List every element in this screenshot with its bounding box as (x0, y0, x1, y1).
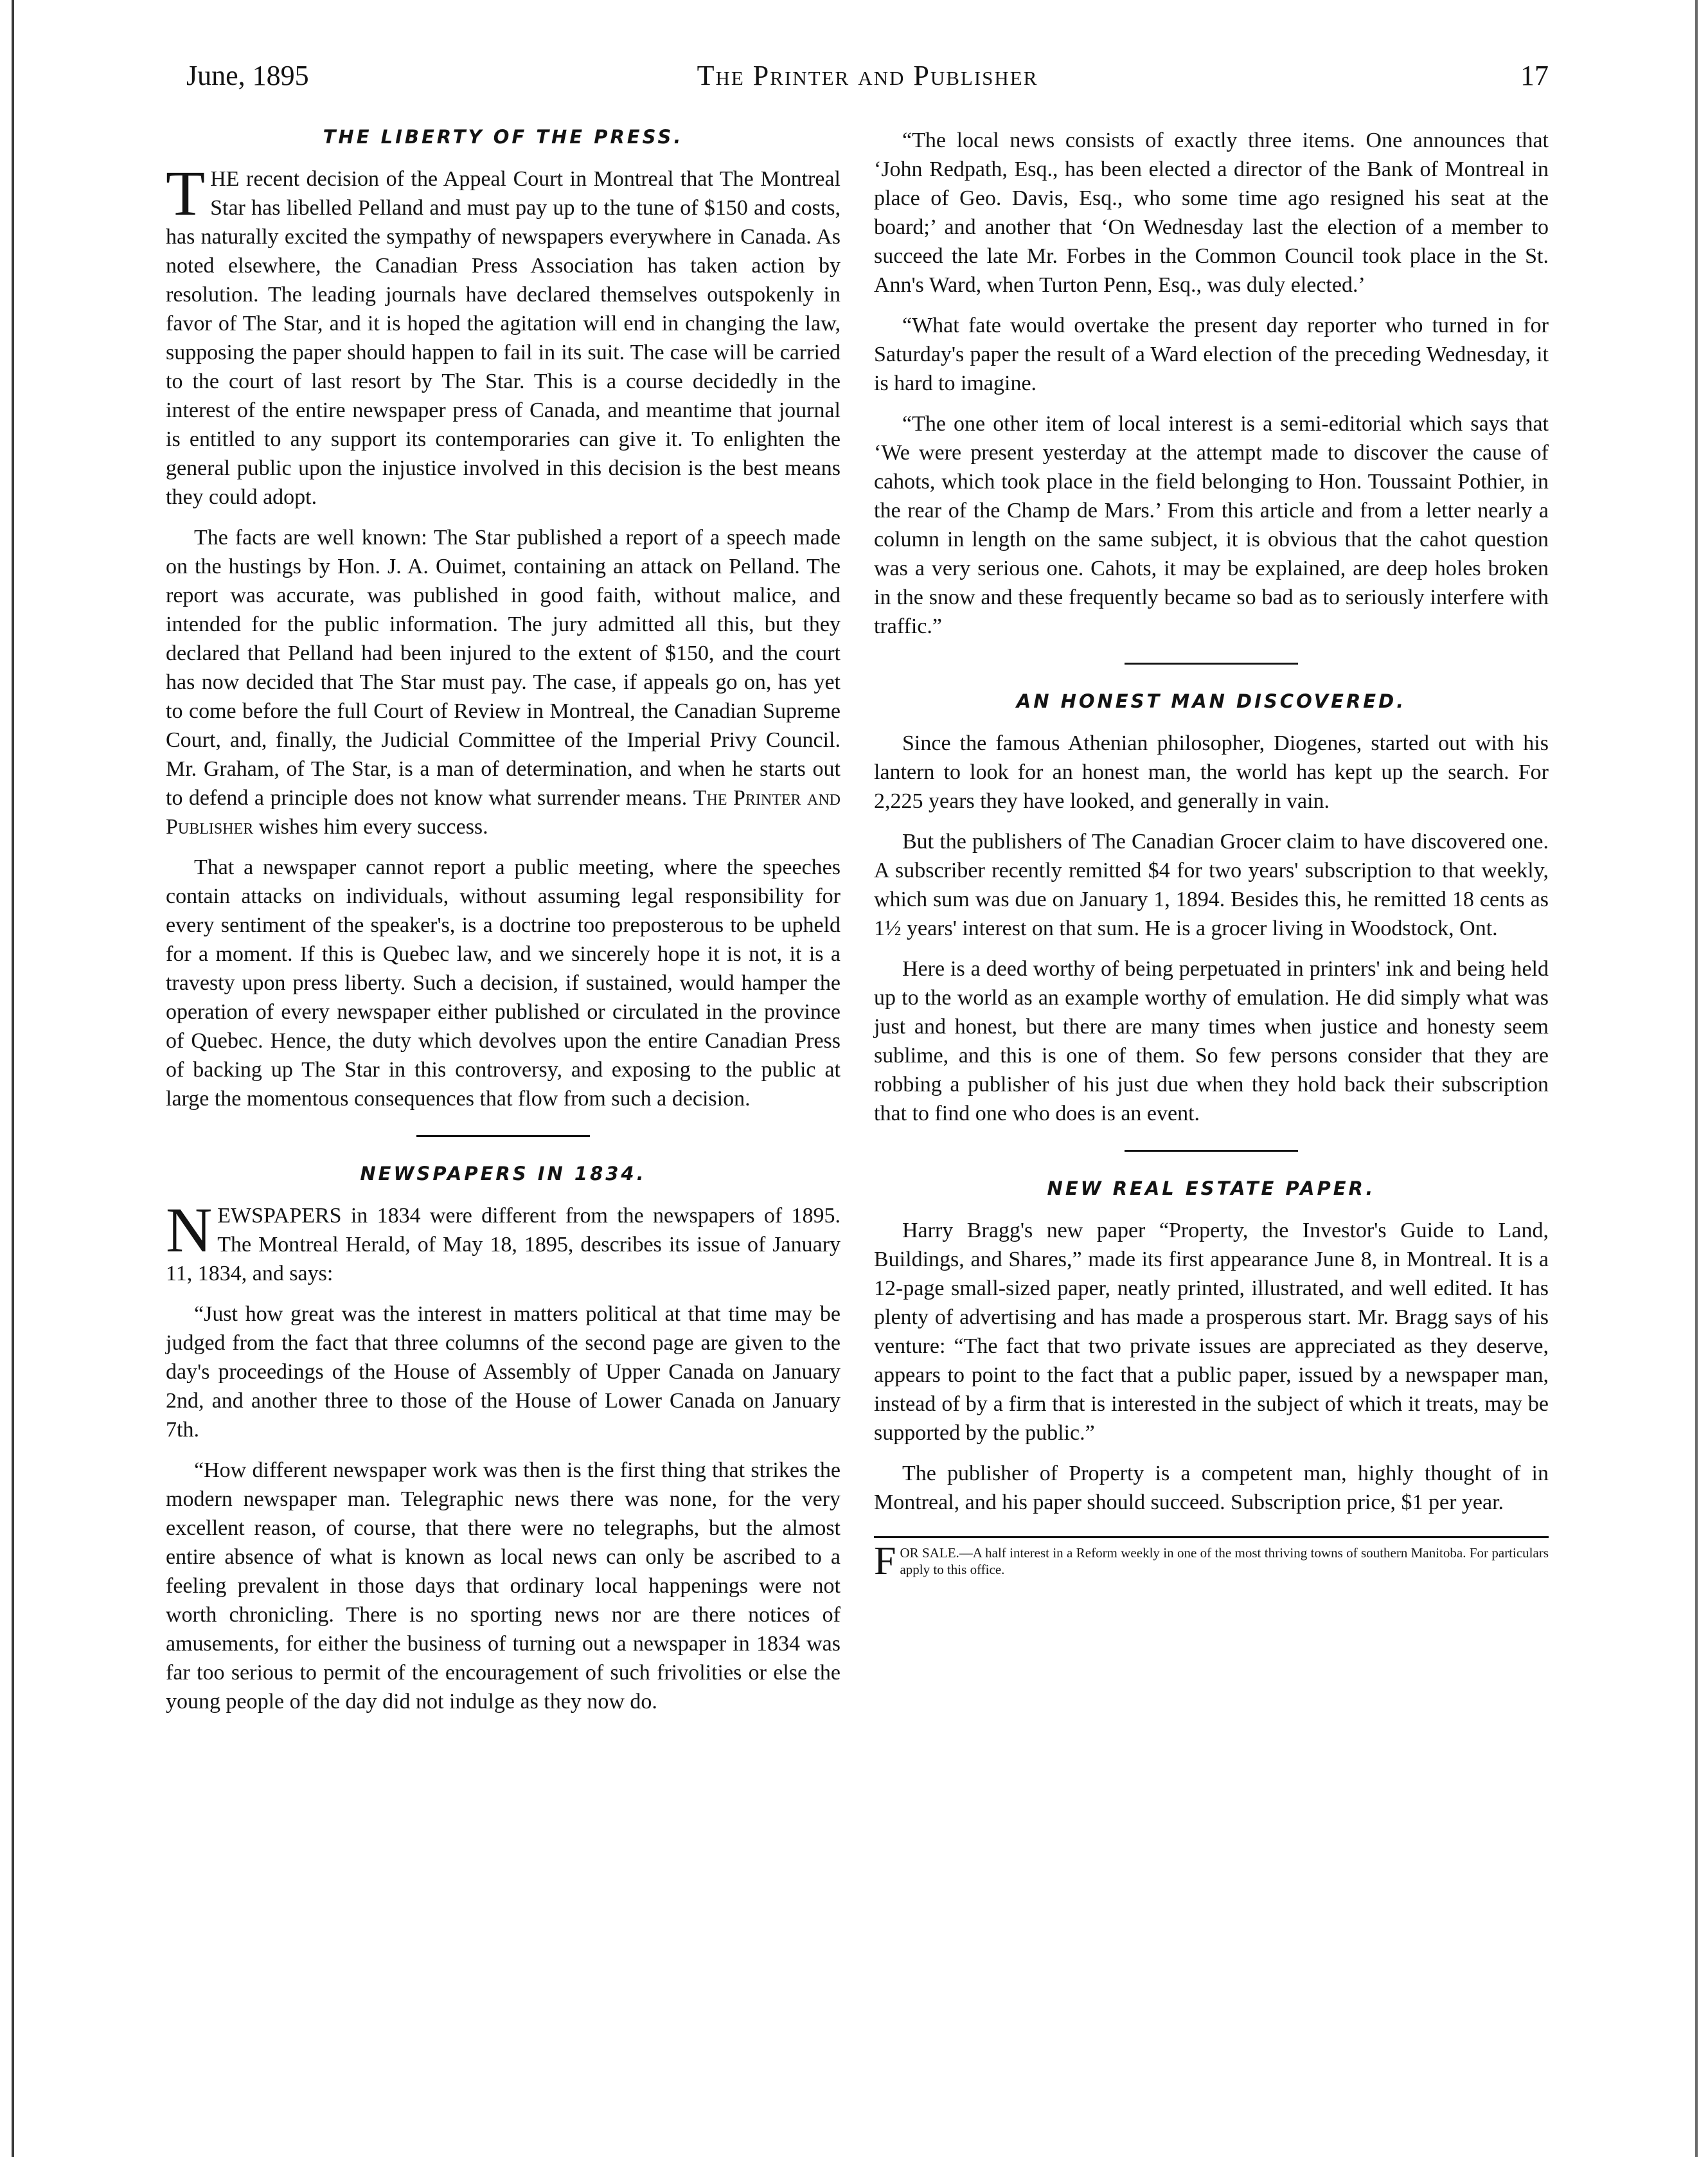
article-paragraph: “The one other item of local interest is a semi-editorial which says that ‘We were present yesterday at the attempt made to discover the cause of cahots, which took place in the field belonging to Hon. Toussaint Pothier, in the rear of the Champ de Mars.’ From this article and from a letter nearly a column in length on the same subject, it is obvious that the cahot question was a very serious one. Cahots, it may be explained, are deep holes broken in the snow and these frequently became so bad as to seriously interfere with traffic.” (874, 412, 1549, 638)
article-paragraph: NEWSPAPERS in 1834 were different from the newspapers of 1895. The Montreal Herald, of May 18, 1895, describes its issue of January 11, 1834, and says: (166, 1194, 841, 1285)
section-divider (1125, 1150, 1298, 1152)
left-page-edge (12, 0, 21, 2157)
publication-name: The Printer and Publisher (166, 786, 841, 839)
notice-divider (874, 1536, 1549, 1538)
article-paragraph: THE recent decision of the Appeal Court in Montreal that The Montreal Star has libelled Pelland and must pay up to the tune of $150 and costs, has naturally excited the sympathy of newspapers everywhere in Canada. As noted elsewhere, the Canadian Press Association has taken action by resolution. The leading journals have declared themselves outspokenly in favor of The Star, and it is hoped the agitation will end in changing the law, supposing the paper should happen to fail in its suit. The case will be carried to the court of last resort by The Star. This is a course decidedly in the interest of the entire newspaper press of Canada, and meantime that journal is entitled to any support its contemporaries can give it. To enlighten the general public upon the injustice involved in this decision is the best means they could adopt. (166, 157, 841, 509)
paragraph-text: wishes him every success. (258, 815, 488, 839)
left-column (166, 126, 841, 1728)
article-paragraph (166, 523, 841, 841)
for-sale-notice: FOR SALE.—A half interest in a Reform weekly in one of the most thriving towns of southern Manitoba. For particulars apply to this office. (874, 1539, 1549, 1583)
right-column (874, 126, 1549, 1589)
article-title: NEW REAL ESTATE PAPER. (1047, 1177, 1376, 1199)
article-liberty-of-the-press (166, 126, 841, 1113)
article-paragraph: That a newspaper cannot report a public meeting, where the speeches contain attacks on individuals, without assuming legal responsibility for every sentiment of the speaker's, is a doctrine too preposterous to be upheld for a moment. If this is Quebec law, and we sincerely hope it is not, it is a travesty upon press liberty. Such a decision, if sustained, would hamper the operation of every newspaper either published or circulated in the province of Quebec. Hence, the duty which devolves upon the entire Canadian Press of backing up The Star in this controversy, and exposing to the public at large the momentous consequences that flow from such a decision. (166, 855, 841, 1111)
article-paragraph: “The local news consists of exactly three items. One announces that ‘John Redpath, Esq., has been elected a director of the Bank of Montreal in place of Geo. Davis, Esq., who some time ago resigned his seat at the board;’ and another that ‘On Wednesday last the election of a member to succeed the late Mr. Forbes in the Common Council took place in the St. Ann's Ward, when Turton Penn, Esq., was duly elected.’ (874, 129, 1549, 297)
article-title: THE LIBERTY OF THE PRESS. (323, 126, 684, 148)
article-paragraph: But the publishers of The Canadian Grocer claim to have discovered one. A subscriber recently remitted $4 for two years' subscription to that weekly, which sum was due on January 1, 1894. Besides this, he remitted 18 cents as 1½ years' interest on that sum. He is a grocer living in Woodstock, Ont. (874, 830, 1549, 940)
header-title: The Printer and Publisher (697, 60, 1038, 91)
article-new-real-estate-paper (874, 1177, 1549, 1517)
section-divider (1125, 663, 1298, 665)
article-paragraph: “Just how great was the interest in matters political at that time may be judged from the fact that three columns of the second page are given to the day's proceedings of the House of Assembly of Upper Canada on January 2nd, and another three to those of the House of Lower Canada on January 7th. (166, 1302, 841, 1442)
article-newspapers-in-1834-continued (874, 126, 1549, 641)
article-title: NEWSPAPERS IN 1834. (360, 1163, 646, 1185)
page-header (186, 59, 1549, 98)
article-paragraph: The publisher of Property is a competent man, highly thought of in Montreal, and his paper should succeed. Subscription price, $1 per year. (874, 1462, 1549, 1514)
article-paragraph: “How different newspaper work was then is the first thing that strikes the modern newspaper man. Telegraphic news there was none, for the very excellent reason, of course, that there were no telegraphs, but the almost entire absence of what is known as local news can only be ascribed to a feeling prevalent in those days that ordinary local happenings were not worth chronicling. There is no sporting news nor are there notices of amusements, for either the business of turning out a newspaper in 1834 was far too serious to permit of the encouragement of such frivolities or else the young people of the day did not indulge as they now do. (166, 1458, 841, 1714)
section-divider (416, 1135, 590, 1137)
header-date: June, 1895 (186, 60, 309, 91)
article-paragraph: “What fate would overtake the present day reporter who turned in for Saturday's paper the result of a Ward election of the preceding Wednesday, it is hard to imagine. (874, 314, 1549, 395)
article-title: AN HONEST MAN DISCOVERED. (1016, 690, 1407, 712)
article-honest-man-discovered (874, 690, 1549, 1128)
paragraph-text: The facts are well known: The Star published a report of a speech made on the hustings by Hon. J. A. Ouimet, containing an attack on Pelland. The report was accurate, was published in good faith, without malice, and intended for the public information. The jury admitted all this, but they declared that Pelland had been injured to the extent of $150, and the court has now decided that The Star must pay. The case, if appeals go on, has yet to come before the full Court of Review in Montreal, the Canadian Supreme Court, and, finally, the Judicial Committee of the Imperial Privy Council. Mr. Graham, of The Star, is a man of determination, and when he starts out to defend a principle does not know what surrender means. (166, 526, 841, 810)
header-page-number: 17 (1520, 60, 1549, 91)
article-paragraph: Here is a deed worthy of being perpetuated in printers' ink and being held up to the world as an example worthy of emulation. He did simply what was just and honest, but there are many times when justice and honesty seem sublime, and this is one of them. So few persons consider that they are robbing a publisher of his just due when they hold back their subscription that to find one who does is an event. (874, 957, 1549, 1125)
article-newspapers-in-1834 (166, 1163, 841, 1716)
article-paragraph: Harry Bragg's new paper “Property, the Investor's Guide to Land, Buildings, and Shares,” made its first appearance June 8, in Montreal. It is a 12-page small-sized paper, neatly printed, illustrated, and well edited. It has plenty of advertising and has made a prosperous start. Mr. Bragg says of his venture: “The fact that two private issues are appreciated as they deserve, appears to point to the fact that a public paper, issued by a newspaper man, instead of by a firm that is interested in the subject of which it treats, may be supported by the public.” (874, 1219, 1549, 1445)
article-paragraph: Since the famous Athenian philosopher, Diogenes, started out with his lantern to look for an honest man, the world has kept up the search. For 2,225 years they have looked, and generally in vain. (874, 731, 1549, 813)
right-page-edge (1689, 0, 1698, 2157)
